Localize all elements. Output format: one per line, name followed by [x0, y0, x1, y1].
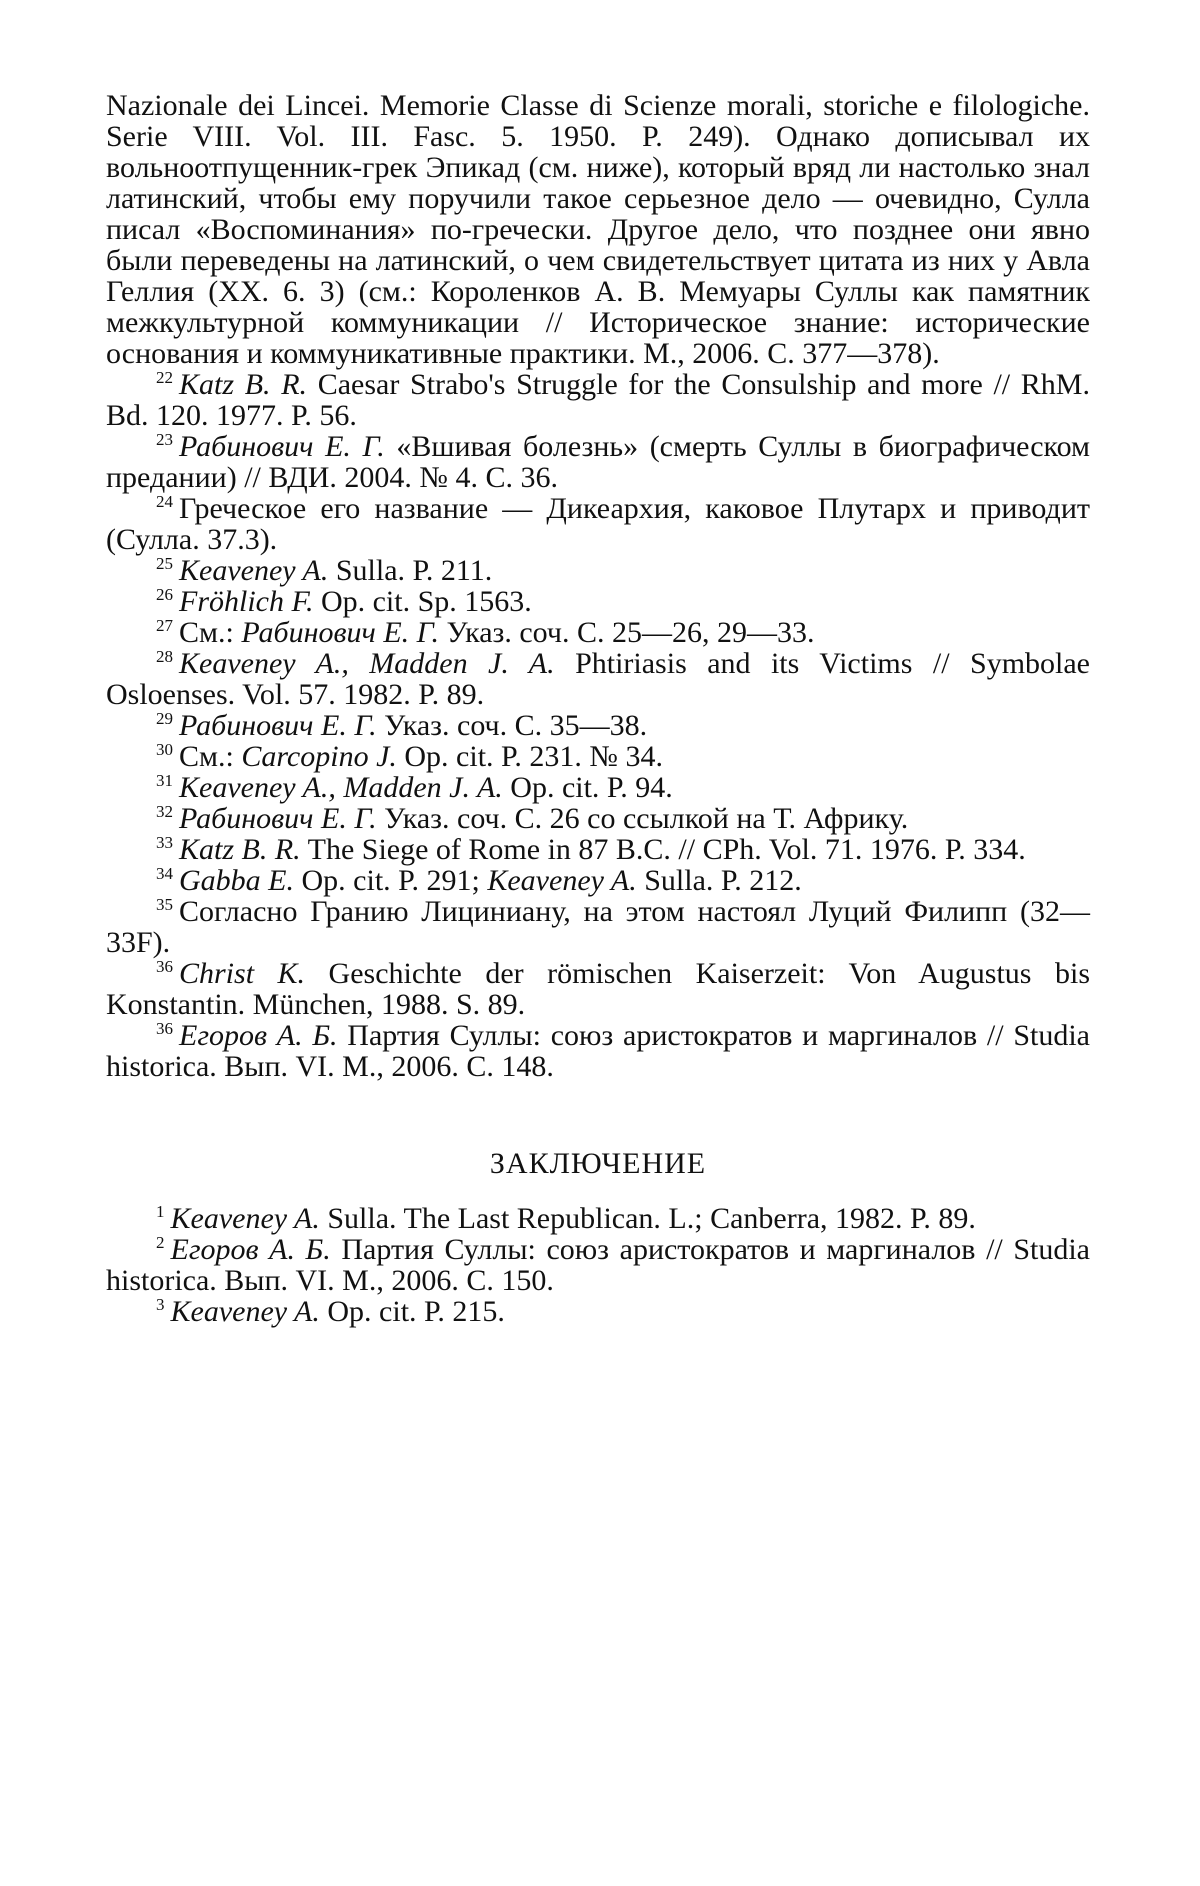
footnote-text: Op. cit. P. 291; — [294, 864, 488, 897]
footnote-author: Рабинович Е. Г. — [179, 430, 385, 463]
footnote — [106, 834, 1090, 865]
footnote-number: 25 — [156, 554, 173, 573]
footnote-text: Согласно Гранию Лициниану, на этом настоял Луций Филипп (32—33F). — [106, 895, 1090, 959]
footnote — [106, 369, 1090, 431]
footnote-text: Греческое его название — Дикеархия, каковое Плутарх и приводит (Сулла. 37.3). — [106, 492, 1090, 556]
footnote-text: Caesar Strabo's Struggle for the Consulship and more // RhM. Bd. 120. 1977. P. 56. — [106, 368, 1090, 432]
footnote-text: The Siege of Rome in 87 B.C. // CPh. Vol. 71. 1976. P. 334. — [300, 833, 1026, 866]
footnote-text: Sulla. P. 212. — [636, 864, 802, 897]
footnote-author: Keaveney A., Madden J. A. — [179, 771, 503, 804]
footnote — [106, 617, 1090, 648]
footnote-number: 31 — [156, 771, 173, 790]
footnote-number: 24 — [156, 492, 173, 511]
footnote-number: 36 — [156, 957, 173, 976]
footnote-author: Рабинович Е. Г. — [241, 616, 439, 649]
footnote — [106, 1020, 1090, 1082]
footnote-text: «Вшивая болезнь» (смерть Суллы в биографическом предании) // ВДИ. 2004. № 4. С. 36. — [106, 430, 1091, 494]
footnote-prefix: См.: — [179, 740, 242, 773]
footnote-text: Phtiriasis and its Victims // Symbolae Osloenses. Vol. 57. 1982. P. 89. — [106, 647, 1090, 711]
footnote — [106, 555, 1090, 586]
footnote-text: Op. cit. P. 94. — [502, 771, 673, 804]
footnote-author: Рабинович Е. Г. — [179, 709, 377, 742]
footnote-text: Партия Суллы: союз аристократов и маргиналов // Studia historica. Вып. VI. М., 2006. С. 150. — [106, 1233, 1090, 1297]
footnote-author: Keaveney A. — [487, 864, 637, 897]
footnote-number: 23 — [156, 430, 173, 449]
footnote-text: Указ. соч. С. 26 со ссылкой на Т. Африку. — [376, 802, 909, 835]
footnote-author: Keaveney A. — [170, 1295, 320, 1328]
footnote-author: Katz B. R. — [179, 368, 308, 401]
footnotes-list — [106, 369, 1090, 1082]
footnote — [106, 896, 1090, 958]
footnote — [106, 1234, 1090, 1296]
footnote-text: Партия Суллы: союз аристократов и маргиналов // Studia historica. Вып. VI. М., 2006. С. 148. — [106, 1019, 1090, 1083]
footnote-author: Keaveney A. — [179, 554, 329, 587]
footnote-number: 3 — [156, 1295, 165, 1314]
footnote-number: 2 — [156, 1233, 165, 1252]
footnote-number: 32 — [156, 802, 173, 821]
footnote-number: 27 — [156, 616, 173, 635]
footnote — [106, 1296, 1090, 1327]
footnote-number: 33 — [156, 833, 173, 852]
footnote-number: 29 — [156, 709, 173, 728]
footnote-author: Егоров А. Б. — [170, 1233, 331, 1266]
footnote — [106, 803, 1090, 834]
footnote-number: 30 — [156, 740, 173, 759]
footnote-text: Sulla. P. 211. — [328, 554, 493, 587]
footnote-author: Keaveney A., Madden J. A. — [179, 647, 555, 680]
footnote-text: Op. cit. Sp. 1563. — [313, 585, 532, 618]
footnote-text: Указ. соч. С. 35—38. — [376, 709, 648, 742]
footnote-number: 36 — [156, 1019, 173, 1038]
footnote-author: Christ K. — [179, 957, 306, 990]
footnote-number: 1 — [156, 1202, 165, 1221]
footnote-author: Carcopino J. — [241, 740, 397, 773]
footnote-number: 22 — [156, 368, 173, 387]
footnote — [106, 772, 1090, 803]
section-title: ЗАКЛЮЧЕНИЕ — [489, 1147, 707, 1180]
footnote-number: 34 — [156, 864, 173, 883]
footnote-prefix: См.: — [179, 616, 242, 649]
conclusion-notes-list — [106, 1203, 1090, 1327]
footnote — [106, 958, 1090, 1020]
footnote — [106, 431, 1090, 493]
footnote — [106, 586, 1090, 617]
footnote-number: 28 — [156, 647, 173, 666]
footnote-author: Keaveney A. — [170, 1202, 320, 1235]
footnote — [106, 741, 1090, 772]
footnote-text: Указ. соч. С. 25—26, 29—33. — [438, 616, 815, 649]
opening-paragraph: Nazionale dei Lincei. Memorie Classe di Scienze morali, storiche e filologiche. Serie VIII. Vol. III. Fasc. 5. 1950. P. 249). Однако дописывал их вольноотпущенник-грек Эпикад (см. ниже), который вряд ли настолько знал латинский, чтобы ему поручили такое серьезное дело — очевидно, Сулла писал «Воспоминания» по-гречески. Другое дело, что позднее они явно были переведены на латинский, о чем свидетельствует цитата из них у Авла Геллия (XX. 6. 3) (см.: Короленков А. В. Мемуары Суллы как памятник межкультурной коммуникации // Историческое знание: исторические основания и коммуникативные практики. М., 2006. С. 377—378). — [106, 89, 1090, 370]
footnote-author: Егоров А. Б. — [179, 1019, 338, 1052]
footnote-text: Sulla. The Last Republican. L.; Canberra, 1982. P. 89. — [319, 1202, 976, 1235]
footnote — [106, 710, 1090, 741]
footnote-author: Fröhlich F. — [179, 585, 314, 618]
footnote-author: Katz B. R. — [179, 833, 301, 866]
footnote — [106, 1203, 1090, 1234]
footnote-text: Op. cit. P. 215. — [319, 1295, 505, 1328]
footnote-number: 26 — [156, 585, 173, 604]
document-page — [106, 90, 1090, 1327]
footnote-number: 35 — [156, 895, 173, 914]
footnote — [106, 865, 1090, 896]
footnote-author: Gabba E. — [179, 864, 294, 897]
footnote-text: Op. cit. P. 231. № 34. — [396, 740, 664, 773]
footnote — [106, 493, 1090, 555]
footnote — [106, 648, 1090, 710]
footnote-author: Рабинович Е. Г. — [179, 802, 377, 835]
footnote-text: Geschichte der römischen Kaiserzeit: Von Augustus bis Konstantin. München, 1988. S. 89. — [106, 957, 1090, 1021]
